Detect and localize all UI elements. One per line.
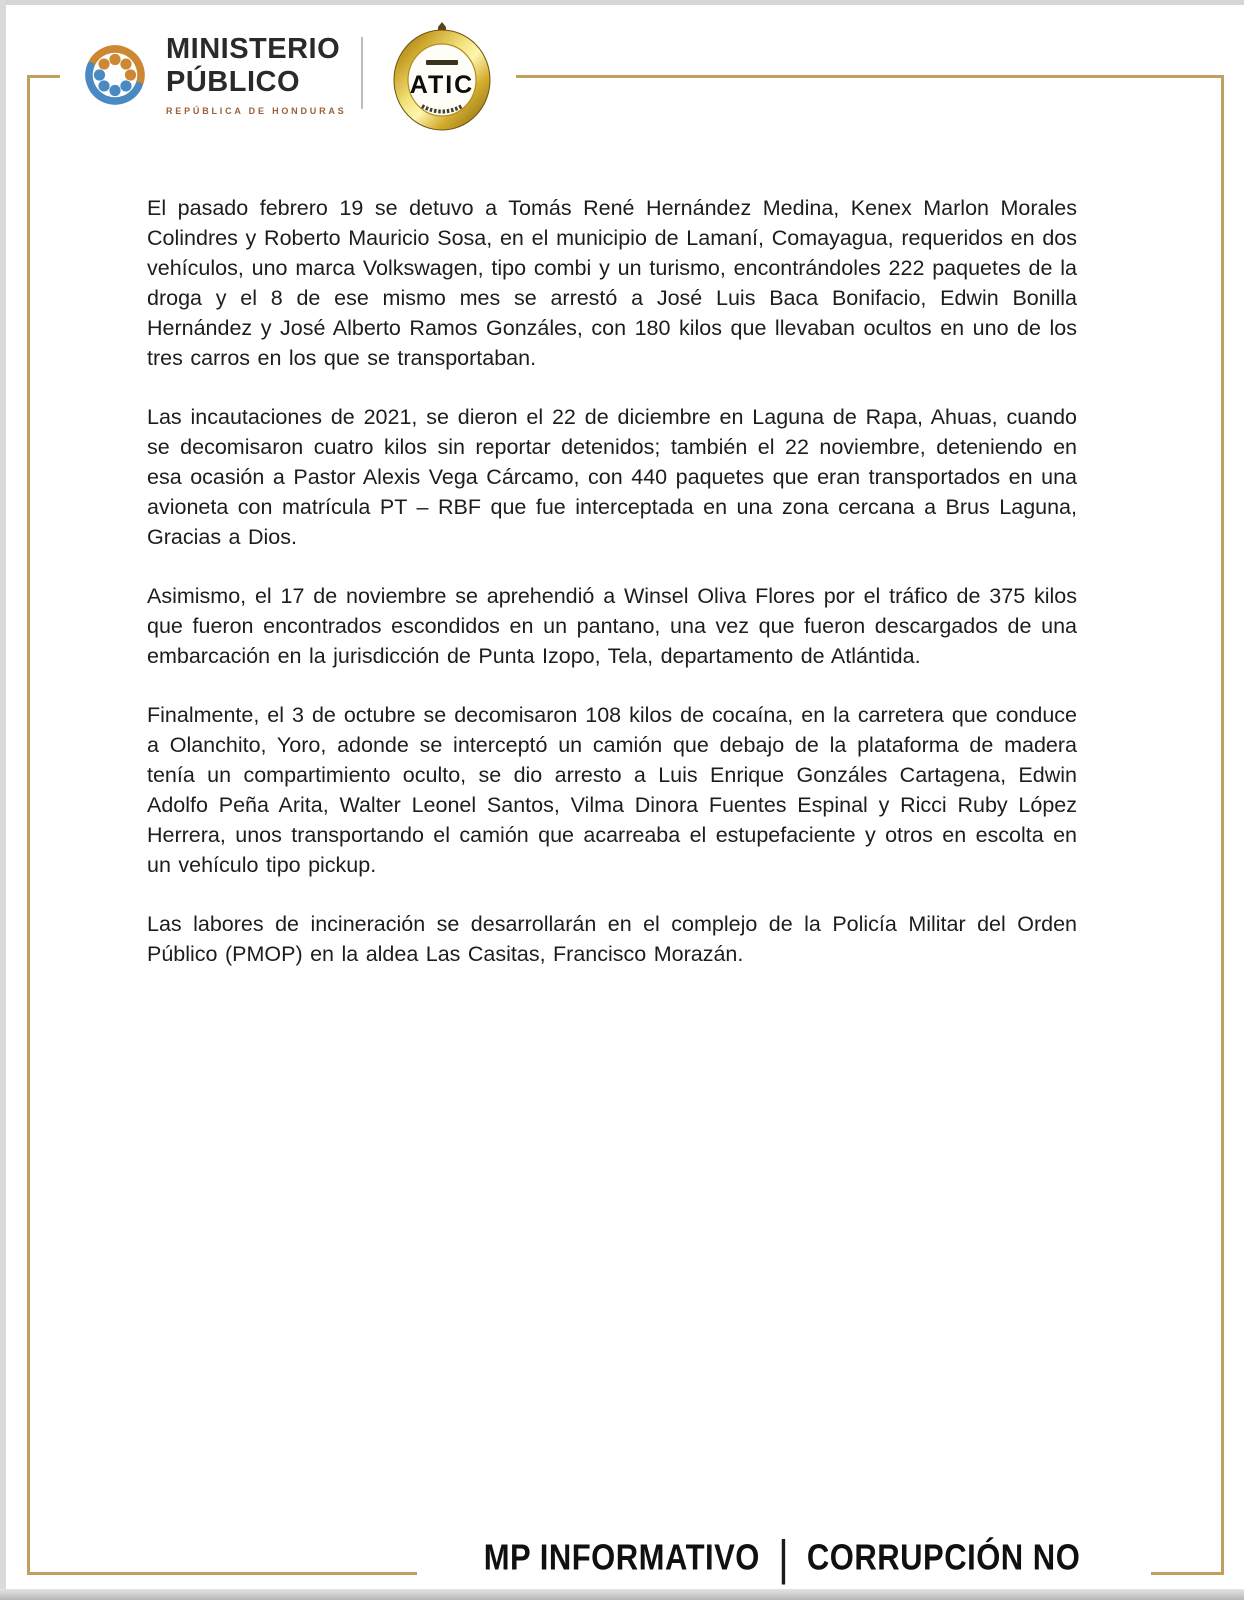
footer-left-label: MP INFORMATIVO [483,1536,760,1578]
body-paragraph-3: Asimismo, el 17 de noviembre se aprehendió a Winsel Oliva Flores por el tráfico de 375 kilos que fueron encontrados escondidos en un pantano, una vez que fueron descargados de una embarcación en la jurisdicción de Punta Izopo, Tela, departamento de Atlántida. [147,584,1077,668]
header-divider [361,37,363,109]
footer [160,1529,1244,1585]
footer-right-label: CORRUPCIÓN NO [806,1536,1081,1578]
page-edge-bottom [0,1589,1244,1600]
ministerio-publico-seal-icon [75,35,155,115]
page-edge-left [0,0,6,1600]
gold-frame-left [27,75,30,1575]
gold-frame-top-left [27,75,60,78]
org-name-line2: PÚBLICO [166,66,300,98]
org-subtitle: REPÚBLICA DE HONDURAS [166,106,347,116]
body-paragraph-5: Las labores de incineración se desarrollarán en el complejo de la Policía Militar del Orden Público (PMOP) en la aldea Las Casitas, Francisco Morazán. [147,912,1077,966]
gold-frame-right [1221,75,1224,1575]
atic-badge [390,18,494,132]
page-edge-top [0,0,1244,5]
body-paragraph-1: El pasado febrero 19 se detuvo a Tomás René Hernández Medina, Kenex Marlon Morales Colindres y Roberto Mauricio Sosa, en el municipio de Lamaní, Comayagua, requeridos en dos vehículos, uno marca Volkswagen, tipo combi y un turismo, encontrándoles 222 paquetes de la droga y el 8 de ese mismo mes se arrestó a José Luis Baca Bonifacio, Edwin Bonilla Hernández y José Alberto Ramos Gonzáles, con 180 kilos que llevaban ocultos en uno de los tres carros en los que se transportaban. [147,196,1077,370]
body-paragraph-4: Finalmente, el 3 de octubre se decomisaron 108 kilos de cocaína, en la carretera que conduce a Olanchito, Yoro, adonde se interceptó un camión que debajo de la plataforma de madera tenía un compartimiento oculto, se dio arresto a Luis Enrique Gonzáles Cartagena, Edwin Adolfo Peña Arita, Walter Leonel Santos, Vilma Dinora Fuentes Espinal y Ricci Ruby López Herrera, unos transportando el camión que acarreaba el estupefaciente y otros en escolta en un vehículo tipo pickup. [147,703,1077,877]
org-name-line1: MINISTERIO [166,33,341,65]
body-paragraph-2: Las incautaciones de 2021, se dieron el 22 de diciembre en Laguna de Rapa, Ahuas, cuando se decomisaron cuatro kilos sin reportar detenidos; también el 22 noviembre, deteniendo en esa ocasión a Pastor Alexis Vega Cárcamo, con 440 paquetes que eran transportados en una avioneta con matrícula PT – RBF que fue interceptada en una zona cercana a Brus Laguna, Gracias a Dios. [147,405,1077,549]
atic-badge-label: ATIC [409,71,475,99]
gold-frame-top-right [516,75,1224,78]
footer-separator: | [777,1529,789,1585]
ministerio-wordmark [166,33,346,116]
press-release-body [147,193,1077,998]
